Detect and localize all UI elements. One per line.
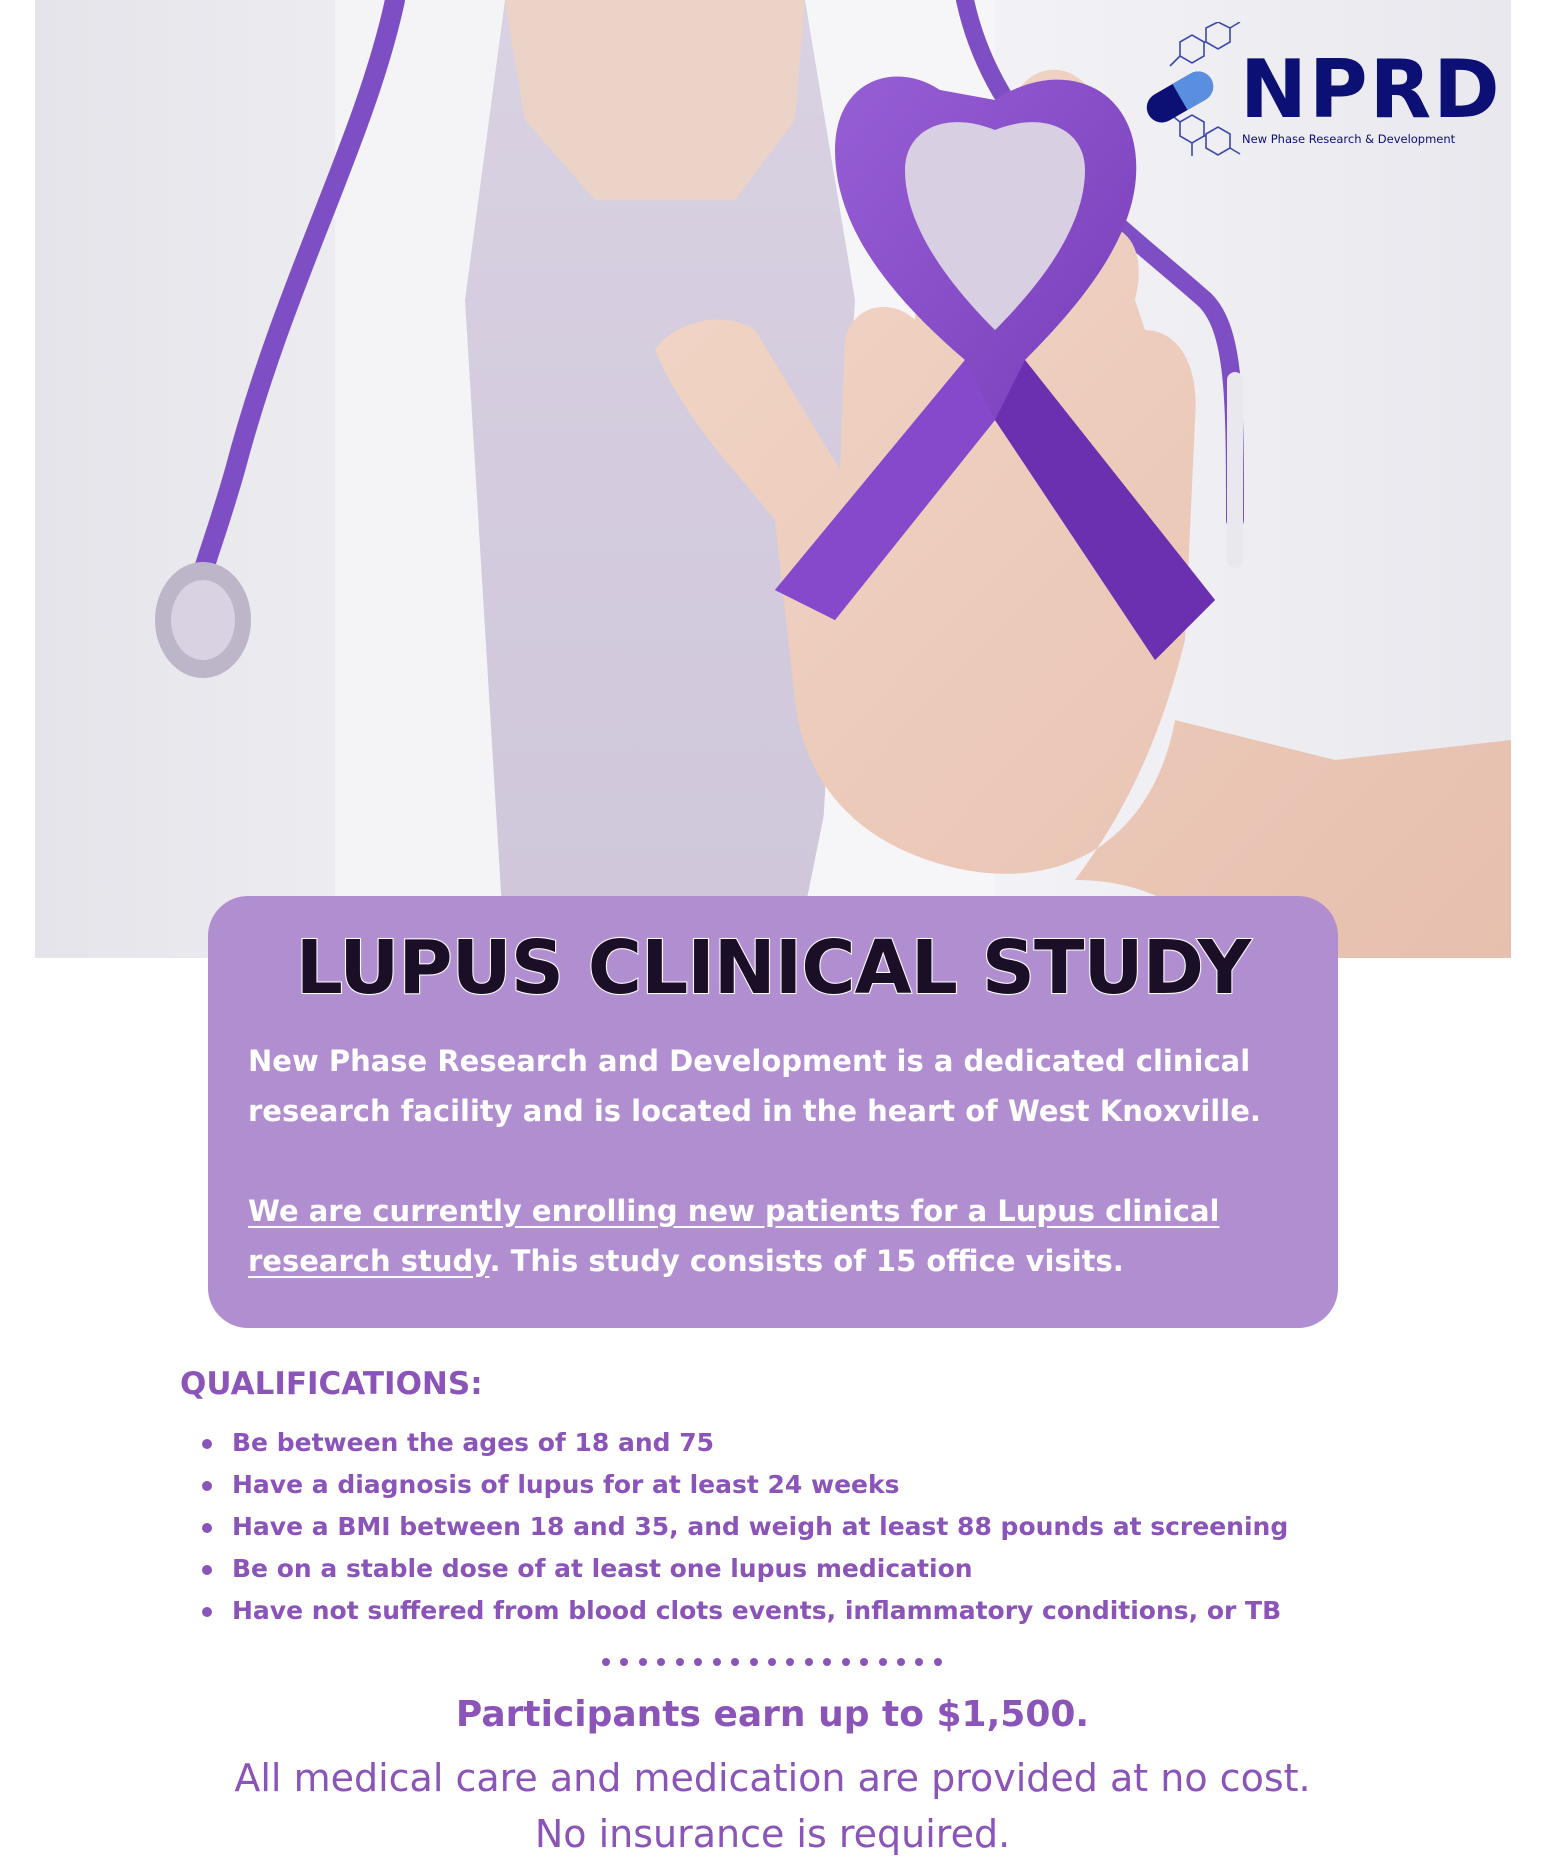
visit-count-text: . This study consists of 15 office visits. — [489, 1244, 1124, 1278]
logo-wordmark: NPRD — [1240, 43, 1502, 136]
list-item: Have a BMI between 18 and 35, and weigh at least 88 pounds at screening — [200, 1506, 1288, 1548]
divider-dot — [786, 1658, 794, 1666]
compensation-text: Participants earn up to $1,500. — [455, 1694, 1090, 1735]
divider-dot — [750, 1658, 758, 1666]
list-item: Have not suffered from blood clots events, inflammatory conditions, or TB — [200, 1590, 1288, 1632]
divider-dot — [879, 1658, 887, 1666]
no-insurance-text: No insurance is required. — [534, 1812, 1011, 1856]
molecule-pill-icon — [1140, 22, 1250, 172]
divider-dot — [731, 1658, 739, 1666]
list-item: Be on a stable dose of at least one lupus medication — [200, 1548, 1288, 1590]
divider-dot — [694, 1658, 702, 1666]
divider-dot — [657, 1658, 665, 1666]
qualifications-list — [200, 1422, 1288, 1632]
divider-dot — [915, 1658, 923, 1666]
divider-dot — [713, 1658, 721, 1666]
nprd-logo — [1140, 22, 1500, 172]
divider-dot — [805, 1658, 813, 1666]
divider-dot — [676, 1658, 684, 1666]
divider-dot — [639, 1658, 647, 1666]
enrollment-description — [248, 1186, 1308, 1286]
divider-dot — [823, 1658, 831, 1666]
dotted-divider — [602, 1658, 942, 1670]
qualifications-heading: QUALIFICATIONS: — [180, 1366, 483, 1402]
enrollment-link[interactable]: We are currently enrolling new patients for a Lupus clinical research study — [248, 1194, 1220, 1278]
page-title: LUPUS CLINICAL STUDY — [295, 925, 1251, 1011]
divider-dot — [620, 1658, 628, 1666]
list-item: Be between the ages of 18 and 75 — [200, 1422, 1288, 1464]
study-info-card — [208, 896, 1338, 1328]
list-item: Have a diagnosis of lupus for at least 24 weeks — [200, 1464, 1288, 1506]
divider-dot — [602, 1658, 610, 1666]
divider-dot — [934, 1658, 942, 1666]
divider-dot — [768, 1658, 776, 1666]
divider-dot — [842, 1658, 850, 1666]
facility-description: New Phase Research and Development is a dedicated clinical research facility and is located in the heart of West Knoxville. — [248, 1044, 1261, 1128]
logo-tagline: New Phase Research & Development — [1242, 132, 1456, 146]
divider-dot — [860, 1658, 868, 1666]
divider-dot — [897, 1658, 905, 1666]
no-cost-text: All medical care and medication are provided at no cost. — [234, 1756, 1311, 1800]
